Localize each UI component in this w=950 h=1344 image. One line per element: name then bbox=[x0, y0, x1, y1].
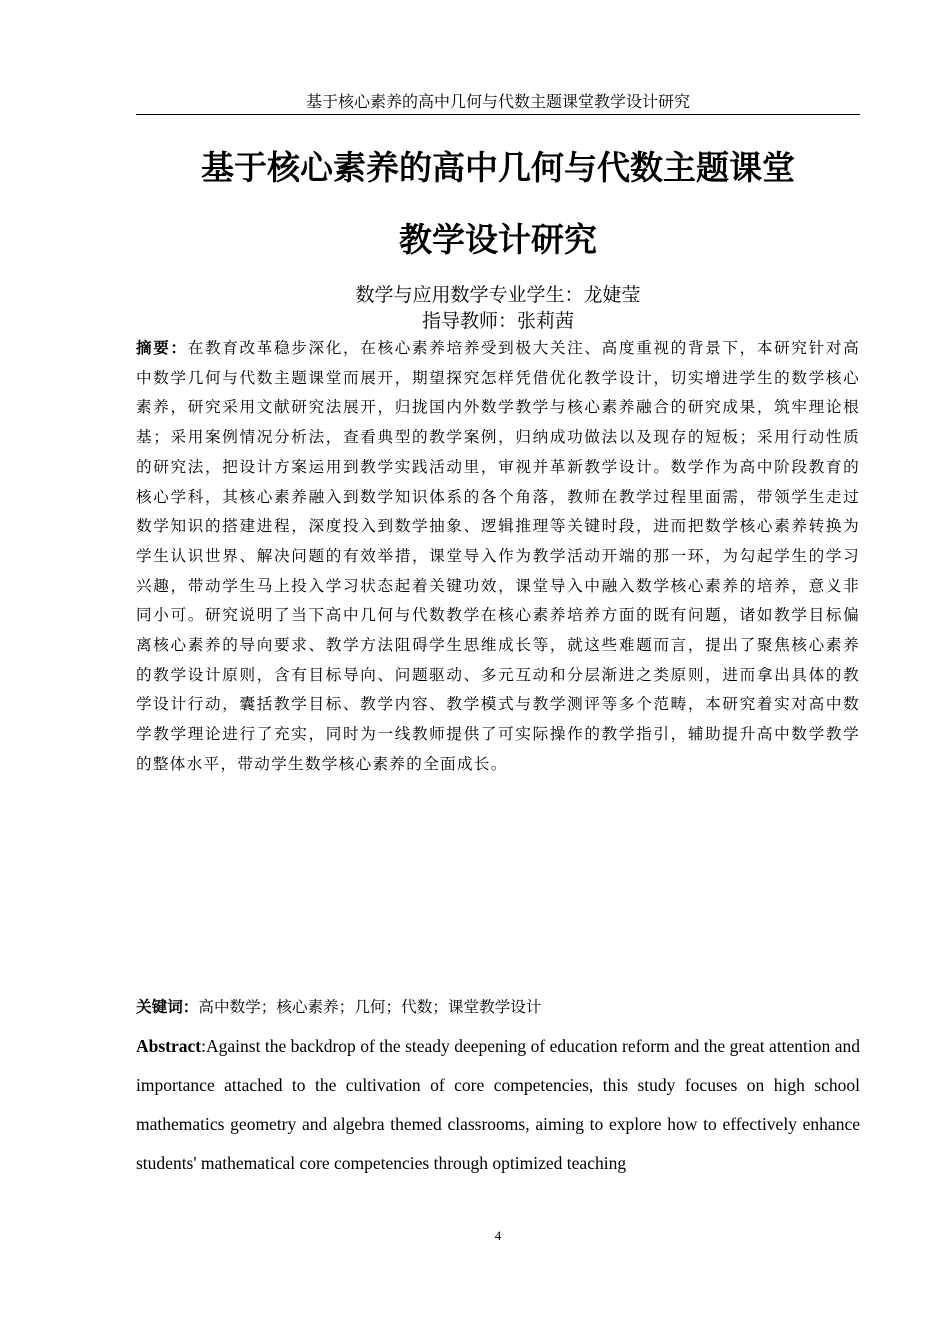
english-abstract bbox=[136, 1027, 860, 1183]
english-abstract-label: Abstract bbox=[136, 1036, 202, 1056]
author-byline: 数学与应用数学专业学生：龙婕莹 bbox=[355, 284, 641, 306]
chinese-abstract-label: 摘要： bbox=[136, 339, 188, 357]
keywords bbox=[136, 994, 860, 1020]
advisor-byline: 指导教师：张莉茜 bbox=[421, 310, 574, 332]
header-rule bbox=[136, 114, 860, 115]
running-header: 基于核心素养的高中几何与代数主题课堂教学设计研究 bbox=[305, 92, 690, 111]
page-title-line-1: 基于核心素养的高中几何与代数主题课堂 bbox=[201, 148, 795, 187]
chinese-abstract-text: 在教育改革稳步深化，在核心素养培养受到极大关注、高度重视的背景下，本研究针对高中数学几何与代数主题课堂而展开，期望探究怎样凭借优化教学设计，切实增进学生的数学核心素养，研究采用文献研究法展开，归拢国内外数学教学与核心素养融合的研究成果，筑牢理论根基；采用案例情况分析法，查看典型的教学案例，归纳成功做法以及现存的短板；采用行动性质的研究法，把设计方案运用到教学实践活动里，审视并革新教学设计。数学作为高中阶段教育的核心学科，其核心素养融入到数学知识体系的各个角落，教师在教学过程里面需，带领学生走过数学知识的搭建进程，深度投入到数学抽象、逻辑推理等关键时段，进而把数学核心素养转换为学生认识世界、解决问题的有效举措，课堂导入作为教学活动开端的那一环，为勾起学生的学习兴趣，带动学生马上投入学习状态起着关键功效，课堂导入中融入数学核心素养的培养，意义非同小可。研究说明了当下高中几何与代数教学在核心素养培养方面的既有问题，诸如教学目标偏离核心素养的导向要求、教学方法阻碍学生思维成长等，就这些难题而言，提出了聚焦核心素养的教学设计原则，含有目标导向、问题驱动、多元互动和分层渐进之类原则，进而拿出具体的教学设计行动，囊括教学目标、教学内容、教学模式与教学测评等多个范畴，本研究着实对高中数学教学理论进行了充实，同时为一线教师提供了可实际操作的教学指引，辅助提升高中数学教学的整体水平，带动学生数学核心素养的全面成长。 bbox=[136, 339, 861, 773]
page-title-line-2: 教学设计研究 bbox=[399, 220, 597, 259]
keywords-text: 高中数学；核心素养；几何；代数；课堂教学设计 bbox=[198, 998, 542, 1016]
keywords-label: 关键词： bbox=[136, 998, 199, 1016]
page-number: 4 bbox=[494, 1228, 502, 1243]
english-abstract-text: :Against the backdrop of the steady deepening of education reform and the great attention and importance attached to the cultivation of core competencies, this study focuses on high school mathematics geometry and algebra themed classrooms, aiming to explore how to effectively enhance students' mathematical core competencies through optimized teaching bbox=[136, 1036, 860, 1173]
chinese-abstract bbox=[136, 334, 860, 780]
